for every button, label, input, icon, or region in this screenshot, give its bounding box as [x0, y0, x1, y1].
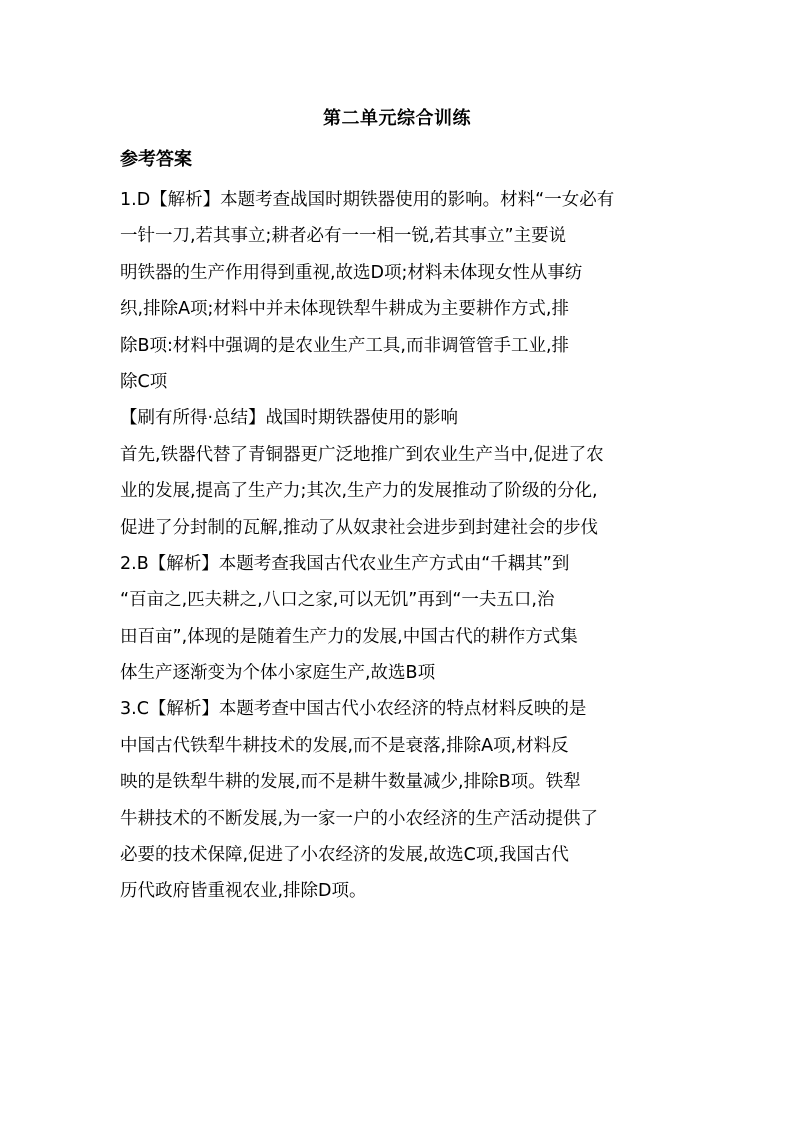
text-line: 必要的技术保障,促进了小农经济的发展,故选C项,我国古代 — [120, 845, 569, 866]
section-heading: 参考答案 — [120, 149, 192, 170]
text-line: 促进了分封制的瓦解,推动了从奴隶社会进步到封建社会的步伐 — [120, 517, 599, 538]
text-line: 田百亩”,体现的是随着生产力的发展,中国古代的耕作方式集 — [120, 626, 578, 647]
text-line: 历代政府皆重视农业,排除D项。 — [120, 881, 367, 902]
summary-heading: 【刷有所得·总结】战国时期铁器使用的影响 — [120, 408, 459, 429]
text-line: 除B项:材料中强调的是农业生产工具,而非调管管手工业,排 — [120, 335, 570, 356]
text-line: 1.D【解析】本题考查战国时期铁器使用的影响。材料“一女必有 — [120, 190, 615, 210]
text-line: 3.C【解析】本题考查中国古代小农经济的特点材料反映的是 — [120, 699, 587, 720]
text-line: 中国古代铁犁牛耕技术的发展,而不是衰落,排除A项,材料反 — [120, 735, 569, 756]
text-line: 牛耕技术的不断发展,为一家一户的小农经济的生产活动提供了 — [120, 808, 599, 829]
text-line: “百亩之,匹夫耕之,八口之家,可以无饥”再到“一夫五口,治 — [120, 590, 555, 611]
text-line: 织,排除A项;材料中并未体现铁犁牛耕成为主要耕作方式,排 — [120, 299, 569, 320]
text-line: 映的是铁犁牛耕的发展,而不是耕牛数量减少,排除B项。铁犁 — [120, 772, 581, 793]
page-title: 第二单元综合训练 — [323, 108, 471, 129]
answer-body — [120, 186, 700, 914]
text-line: 2.B【解析】本题考查我国古代农业生产方式由“千耦其”到 — [120, 553, 570, 574]
text-line: 除C项 — [120, 371, 168, 392]
text-line: 业的发展,提高了生产力;其次,生产力的发展推动了阶级的分化, — [120, 481, 598, 502]
text-line: 体生产逐渐变为个体小家庭生产,故选B项 — [120, 663, 436, 684]
text-line: 首先,铁器代替了青铜器更广泛地推广到农业生产当中,促进了农 — [120, 444, 604, 465]
text-line: 一针一刀,若其事立;耕者必有一一相一锐,若其事立”主要说 — [120, 226, 567, 247]
text-line: 明铁器的生产作用得到重视,故选D项;材料未体现女性从事纺 — [120, 262, 583, 283]
